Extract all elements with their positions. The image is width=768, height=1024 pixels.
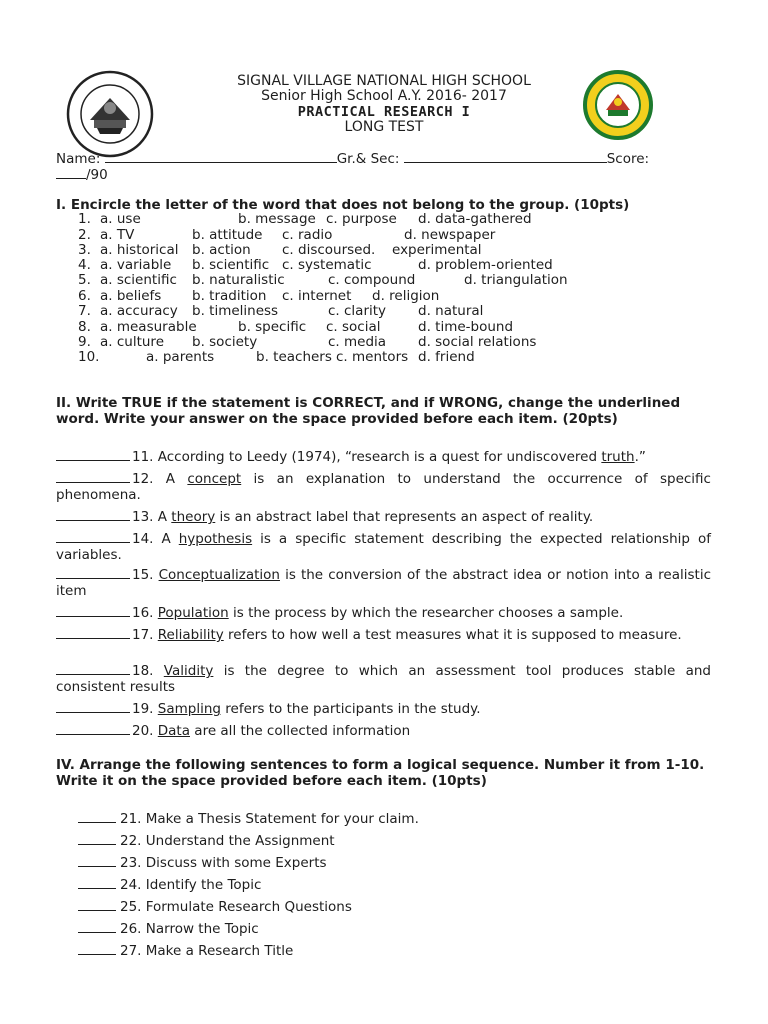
sequence-text: 24. Identify the Topic [120, 877, 262, 893]
name-field[interactable] [105, 150, 337, 163]
statement-text: 17. [132, 627, 158, 643]
choice-d[interactable]: d. problem-oriented [418, 257, 553, 273]
statement-text: .” [634, 449, 646, 465]
item-number: 1. [78, 211, 91, 227]
item-number: 3. [78, 242, 91, 258]
underlined-word: Validity [163, 663, 214, 679]
part2-item [56, 508, 711, 525]
item-number: 4. [78, 257, 91, 273]
statement-text: is the conversion of the abstract idea or notion into a realistic item [56, 567, 712, 599]
sequence-blank[interactable] [78, 920, 116, 933]
item-number: 5. [78, 272, 91, 288]
part2-title: II. Write TRUE if the statement is CORRECT, and if WRONG, change the underlined word. Write your answer on the space provided before each item. (20pts) [56, 395, 681, 427]
answer-blank[interactable] [56, 662, 130, 675]
answer-blank[interactable] [56, 566, 130, 579]
statement-text: are all the collected information [190, 723, 411, 739]
choice-c[interactable]: c. mentors [336, 349, 409, 365]
statement-text: is an explanation to understand the occurrence of specific phenomena. [56, 471, 711, 503]
choice-c[interactable]: c. purpose [326, 211, 397, 227]
sequence-text: 26. Narrow the Topic [120, 921, 259, 937]
part2-item [56, 662, 711, 695]
choice-b[interactable]: b. teachers [256, 349, 332, 365]
part4-item [78, 854, 327, 871]
part4-item [78, 920, 259, 937]
course-title: PRACTICAL RESEARCH I [297, 104, 471, 120]
part2-item [56, 566, 711, 599]
item-number: 9. [78, 334, 91, 350]
answer-blank[interactable] [56, 700, 130, 713]
school-year: Senior High School A.Y. 2016- 2017 [261, 88, 507, 104]
choice-d[interactable]: d. newspaper [404, 227, 496, 243]
sequence-blank[interactable] [78, 854, 116, 867]
choice-a[interactable]: a. variable [100, 257, 172, 273]
part2-item [56, 470, 711, 503]
answer-blank[interactable] [56, 626, 130, 639]
sequence-text: 23. Discuss with some Experts [120, 855, 327, 871]
choice-c[interactable]: c. social [326, 319, 381, 335]
statement-text: 12. A [132, 471, 188, 487]
part4-item [78, 810, 419, 827]
underlined-word: Population [157, 605, 229, 621]
answer-blank[interactable] [56, 530, 130, 543]
choice-c[interactable]: c. compound [328, 272, 416, 288]
sequence-text: 25. Formulate Research Questions [120, 899, 352, 915]
answer-blank[interactable] [56, 604, 130, 617]
statement-text: 18. [132, 663, 164, 679]
choice-d[interactable]: d. social relations [418, 334, 537, 350]
part1-title: I. Encircle the letter of the word that does not belong to the group. (10pts) [56, 197, 630, 213]
underlined-word: Conceptualization [158, 567, 280, 583]
choice-b[interactable]: b. tradition [192, 288, 267, 304]
choice-a[interactable]: a. TV [100, 227, 135, 243]
sequence-blank[interactable] [78, 832, 116, 845]
statement-text: is the degree to which an assessment tool produces stable and consistent results [56, 663, 711, 695]
choice-c[interactable]: c. internet [282, 288, 352, 304]
choice-d[interactable]: d. natural [418, 303, 484, 319]
choice-b[interactable]: b. naturalistic [192, 272, 285, 288]
choice-c[interactable]: c. discoursed. [282, 242, 376, 258]
choice-b[interactable]: b. action [192, 242, 251, 258]
choice-a[interactable]: a. measurable [100, 319, 197, 335]
sequence-text: 27. Make a Research Title [120, 943, 294, 959]
choice-c[interactable]: c. clarity [328, 303, 387, 319]
choice-d[interactable]: d. triangulation [464, 272, 568, 288]
choice-d[interactable]: experimental [392, 242, 482, 258]
statement-text: is a specific statement describing the expected relationship of variables. [56, 531, 711, 563]
item-number: 6. [78, 288, 91, 304]
part2-item [56, 530, 711, 563]
choice-a[interactable]: a. beliefs [100, 288, 162, 304]
choice-a[interactable]: a. historical [100, 242, 179, 258]
underlined-word: truth [601, 449, 635, 465]
underlined-word: hypothesis [178, 531, 253, 547]
answer-blank[interactable] [56, 722, 130, 735]
choice-d[interactable]: d. friend [418, 349, 475, 365]
sequence-blank[interactable] [78, 810, 116, 823]
underlined-word: concept [187, 471, 242, 487]
statement-text: 16. [132, 605, 158, 621]
item-number: 10. [78, 349, 100, 365]
item-number: 7. [78, 303, 91, 319]
underlined-word: Data [157, 723, 190, 739]
choice-c[interactable]: c. systematic [282, 257, 372, 273]
sequence-blank[interactable] [78, 876, 116, 889]
choice-c[interactable]: c. media [328, 334, 387, 350]
choice-b[interactable]: b. specific [238, 319, 307, 335]
school-name: SIGNAL VILLAGE NATIONAL HIGH SCHOOL [237, 73, 531, 89]
choice-b[interactable]: b. message [238, 211, 316, 227]
score-label: Score: [606, 151, 650, 167]
student-info-line [56, 150, 649, 167]
score-line [56, 166, 108, 183]
choice-a[interactable]: a. parents [146, 349, 215, 365]
sequence-blank[interactable] [78, 898, 116, 911]
part4-item [78, 876, 261, 893]
score-field[interactable] [56, 166, 86, 179]
part2-item [56, 448, 711, 465]
statement-text: 15. [132, 567, 159, 583]
underlined-word: theory [171, 509, 216, 525]
part2-item [56, 604, 711, 621]
choice-a[interactable]: a. scientific [100, 272, 177, 288]
statement-text: 14. A [132, 531, 179, 547]
item-number: 2. [78, 227, 91, 243]
part4-item [78, 898, 352, 915]
statement-text: is the process by which the researcher chooses a sample. [228, 605, 624, 621]
choice-a[interactable]: a. use [100, 211, 141, 227]
part2-item [56, 626, 711, 643]
choice-d[interactable]: d. religion [372, 288, 440, 304]
name-label: Name: [56, 151, 101, 167]
choice-a[interactable]: a. accuracy [100, 303, 178, 319]
statement-text: refers to the participants in the study. [220, 701, 481, 717]
score-total: /90 [86, 167, 108, 183]
choice-a[interactable]: a. culture [100, 334, 164, 350]
statement-text: 20. [132, 723, 158, 739]
answer-blank[interactable] [56, 508, 130, 521]
part4-item [78, 832, 335, 849]
test-title: LONG TEST [344, 119, 424, 135]
answer-blank[interactable] [56, 470, 130, 483]
part4-title: IV. Arrange the following sentences to form a logical sequence. Number it from 1-10. Write it on the space provided before each item. (10pts) [56, 757, 705, 789]
item-number: 8. [78, 319, 91, 335]
sequence-blank[interactable] [78, 942, 116, 955]
statement-text: is an abstract label that represents an aspect of reality. [215, 509, 594, 525]
section-label: Gr.& Sec: [336, 151, 400, 167]
choice-c[interactable]: c. radio [282, 227, 333, 243]
part2-item [56, 700, 711, 717]
sequence-text: 22. Understand the Assignment [120, 833, 335, 849]
section-field[interactable] [404, 150, 607, 163]
sequence-text: 21. Make a Thesis Statement for your claim. [120, 811, 419, 827]
choice-b[interactable]: b. timeliness [192, 303, 279, 319]
statement-text: 11. According to Leedy (1974), “research is a quest for undiscovered [132, 449, 602, 465]
underlined-word: Sampling [157, 701, 221, 717]
deped-seal-logo [50, 70, 170, 158]
choice-d[interactable]: d. data-gathered [418, 211, 532, 227]
underlined-word: Reliability [157, 627, 224, 643]
statement-text: refers to how well a test measures what it is supposed to measure. [223, 627, 682, 643]
choice-d[interactable]: d. time-bound [418, 319, 514, 335]
answer-blank[interactable] [56, 448, 130, 461]
choice-b[interactable]: b. attitude [192, 227, 263, 243]
part4-item [78, 942, 293, 959]
statement-text: 13. A [132, 509, 172, 525]
choice-b[interactable]: b. society [192, 334, 258, 350]
part2-item [56, 722, 711, 739]
choice-b[interactable]: b. scientific [192, 257, 270, 273]
statement-text: 19. [132, 701, 158, 717]
